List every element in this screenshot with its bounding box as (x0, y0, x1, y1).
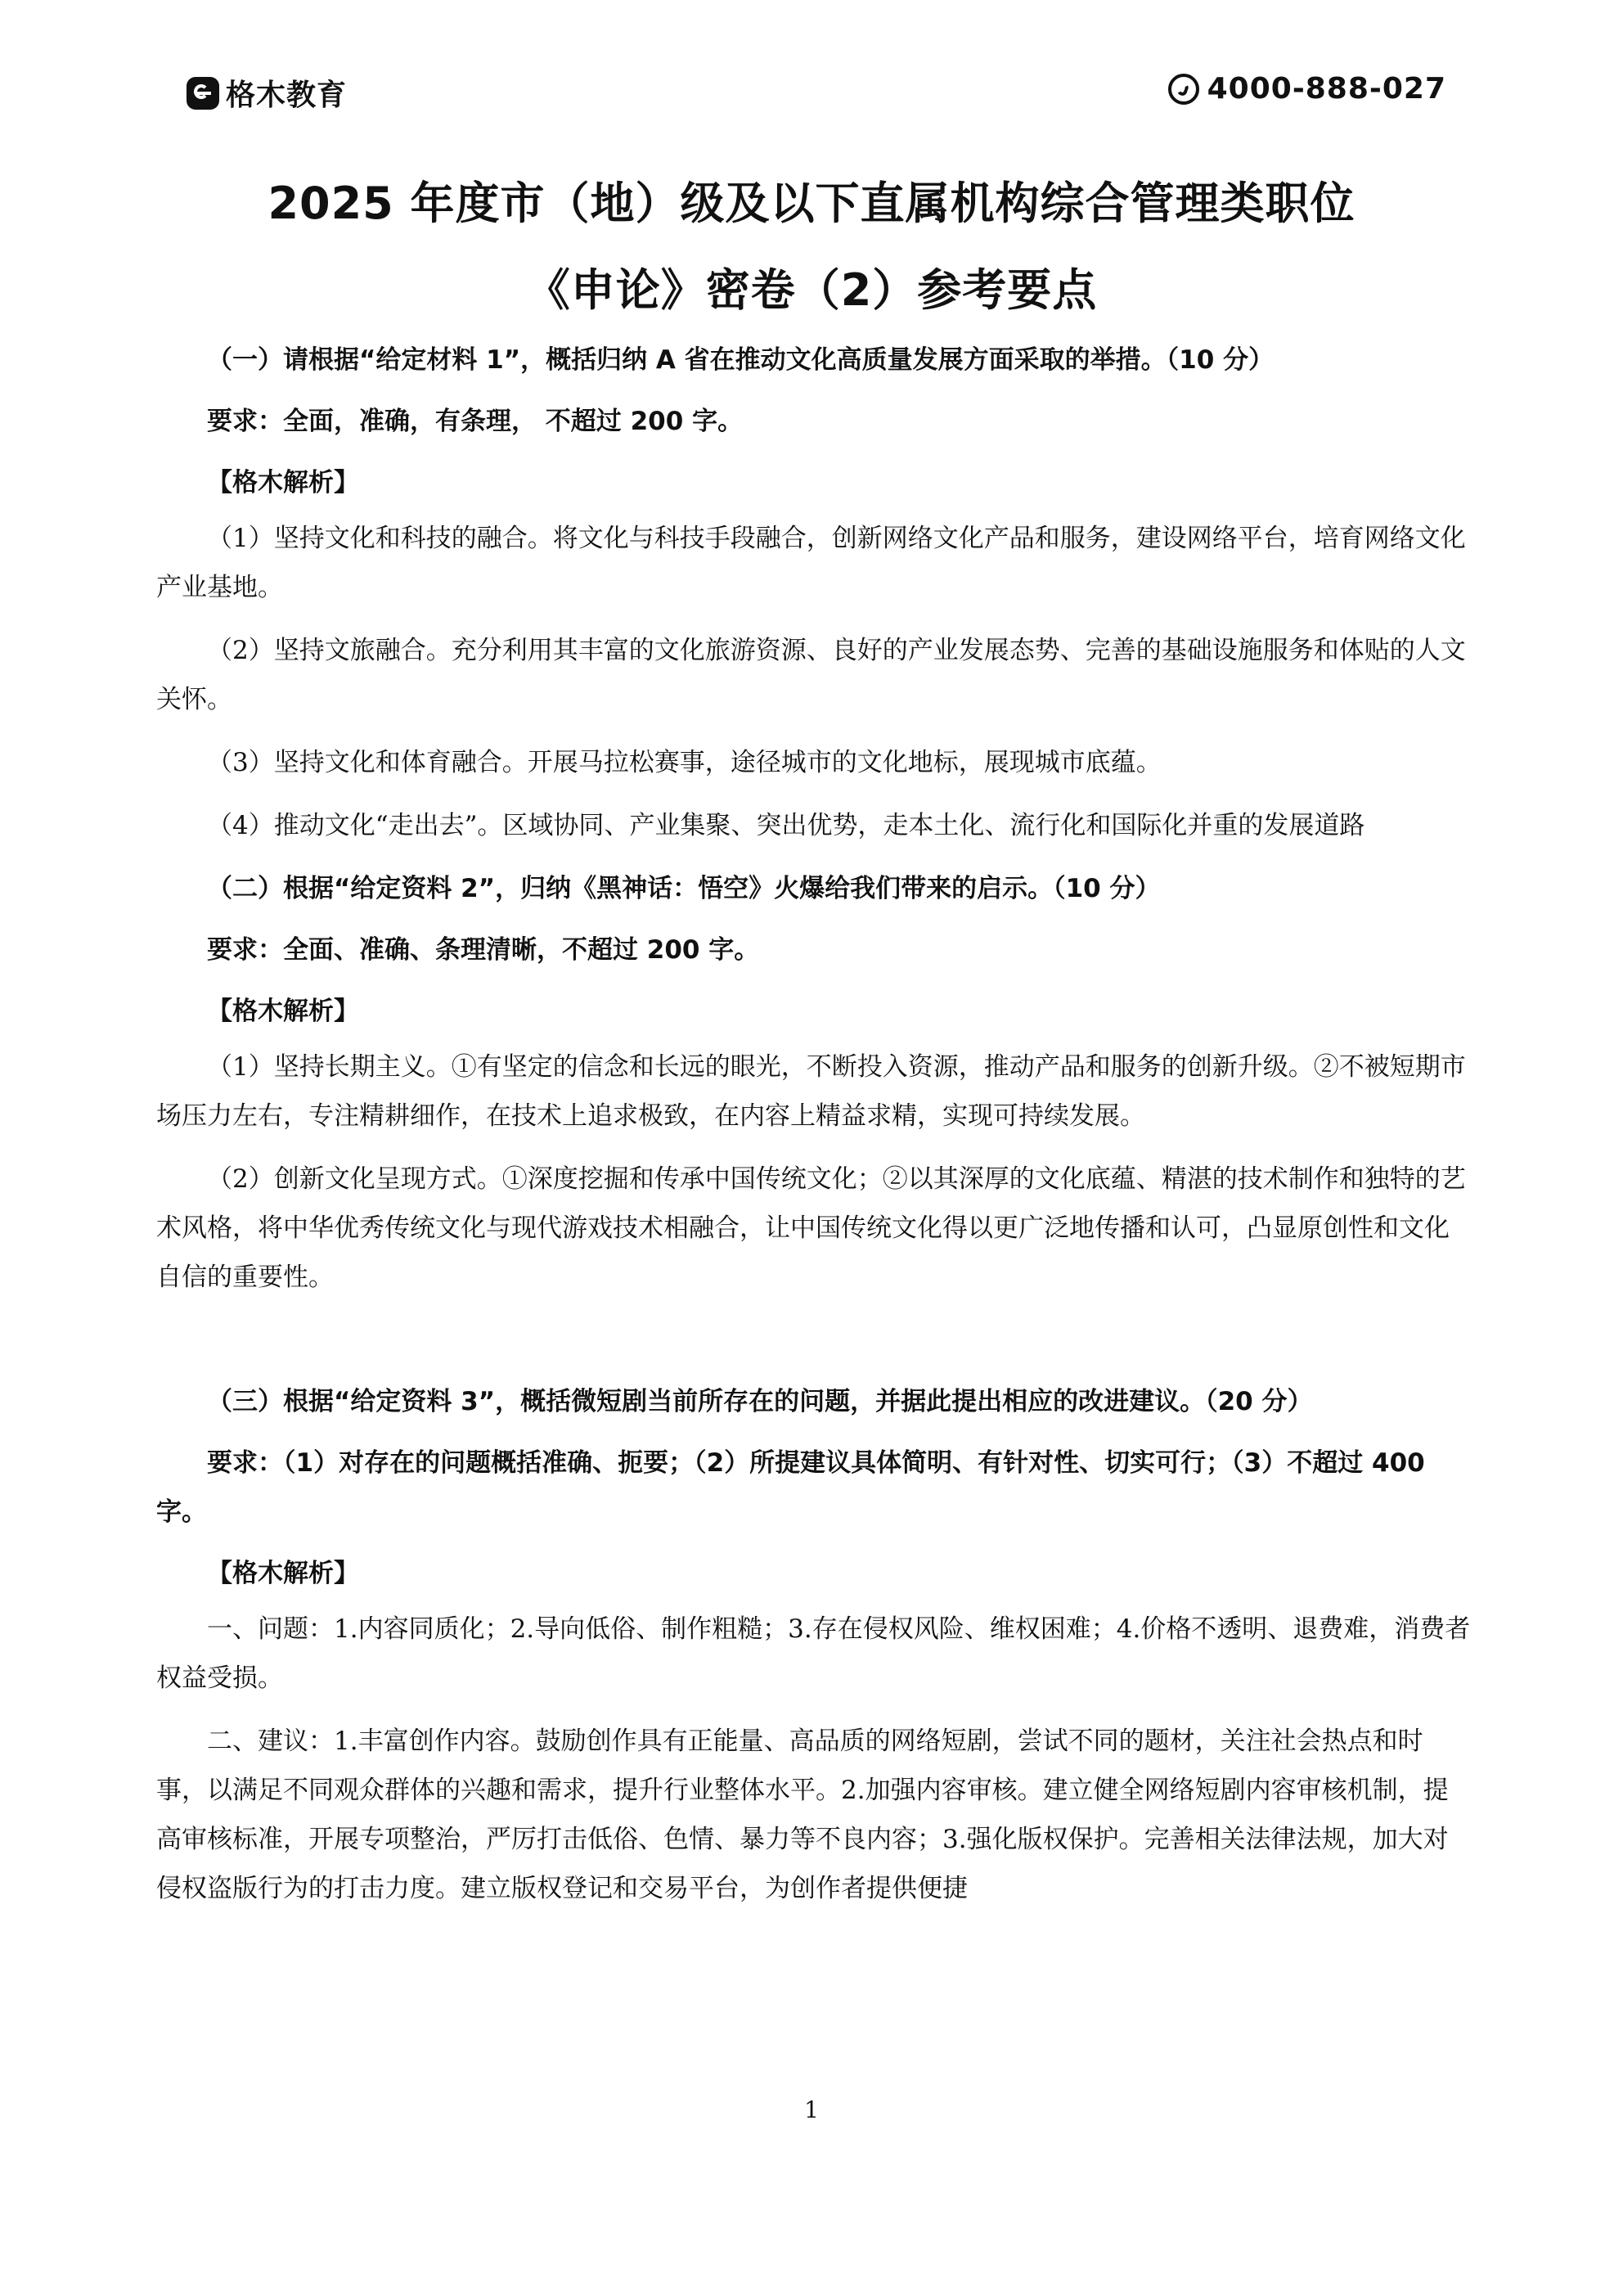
question-heading: （一）请根据“给定材料 1”，概括归纳 A 省在推动文化高质量发展方面采取的举措。（10 分） (207, 345, 1275, 375)
answer-paragraph: （1）坚持文化和科技的融合。将文化与科技手段融合，创新网络文化产品和服务，建设网络平台，培育网络文化产业基地。 (156, 524, 1466, 602)
question-requirement: 要求：全面，准确，有条理， 不超过 200 字。 (207, 407, 744, 436)
question-requirement: 要求：（1）对存在的问题概括准确、扼要；（2）所提建议具体简明、有针对性、切实可行；（3）不超过 400 字。 (156, 1448, 1425, 1527)
phone-contact (1168, 72, 1446, 106)
logo-icon (187, 77, 219, 110)
answer-paragraph: （2）创新文化呈现方式。①深度挖掘和传承中国传统文化；②以其深厚的文化底蕴、精湛的技术制作和独特的艺术风格，将中华优秀传统文化与现代游戏技术相融合，让中国传统文化得以更广泛地传播和认可，凸显原创性和文化自信的重要性。 (156, 1164, 1466, 1292)
page-number: 1 (804, 2096, 819, 2123)
question-section-1 (156, 335, 1473, 850)
brand-logo (187, 72, 347, 114)
answer-paragraph: （3）坚持文化和体育融合。开展马拉松赛事，途径城市的文化地标，展现城市底蕴。 (207, 748, 1162, 777)
document-title-line2: 《申论》密卷（2）参考要点 (525, 264, 1098, 316)
question-section-3 (156, 1377, 1473, 1913)
question-heading: （二）根据“给定资料 2”，归纳《黑神话：悟空》火爆给我们带来的启示。（10 分） (207, 874, 1161, 903)
section-spacer (156, 1316, 1473, 1377)
question-section-2 (156, 864, 1473, 1302)
phone-number: 4000-888-027 (1207, 72, 1446, 106)
logo-text: 格木教育 (226, 79, 348, 112)
analysis-label: 【格木解析】 (207, 468, 359, 497)
answer-paragraph: 二、建议：1.丰富创作内容。鼓励创作具有正能量、高品质的网络短剧，尝试不同的题材，关注社会热点和时事，以满足不同观众群体的兴趣和需求，提升行业整体水平。2.加强内容审核。建立健全网络短剧内容审核机制，提高审核标准，开展专项整治，严厉打击低俗、色情、暴力等不良内容；3.强化版权保护。完善相关法律法规，加大对侵权盗版行为的打击力度。建立版权登记和交易平台，为创作者提供便捷 (156, 1727, 1449, 1903)
analysis-label: 【格木解析】 (207, 1559, 359, 1588)
analysis-label: 【格木解析】 (207, 997, 359, 1026)
document-title-line1: 2025 年度市（地）级及以下直属机构综合管理类职位 (268, 178, 1355, 229)
answer-paragraph: （2）坚持文旅融合。充分利用其丰富的文化旅游资源、良好的产业发展态势、完善的基础设施服务和体贴的人文关怀。 (156, 636, 1466, 714)
page-header (187, 72, 1446, 115)
phone-icon (1168, 74, 1199, 105)
question-requirement: 要求：全面、准确、条理清晰，不超过 200 字。 (207, 935, 760, 965)
answer-paragraph: （1）坚持长期主义。①有坚定的信念和长远的眼光，不断投入资源，推动产品和服务的创新升级。②不被短期市场压力左右，专注精耕细作，在技术上追求极致，在内容上精益求精，实现可持续发展。 (156, 1052, 1466, 1131)
answer-paragraph: 一、问题：1.内容同质化；2.导向低俗、制作粗糙；3.存在侵权风险、维权困难；4.价格不透明、退费难，消费者权益受损。 (156, 1614, 1471, 1693)
question-heading: （三）根据“给定资料 3”，概括微短剧当前所存在的问题，并据此提出相应的改进建议。（20 分） (207, 1387, 1313, 1416)
document-body (156, 335, 1473, 1927)
answer-paragraph: （4）推动文化“走出去”。区域协同、产业集聚、突出优势，走本土化、流行化和国际化并重的发展道路 (207, 811, 1365, 840)
